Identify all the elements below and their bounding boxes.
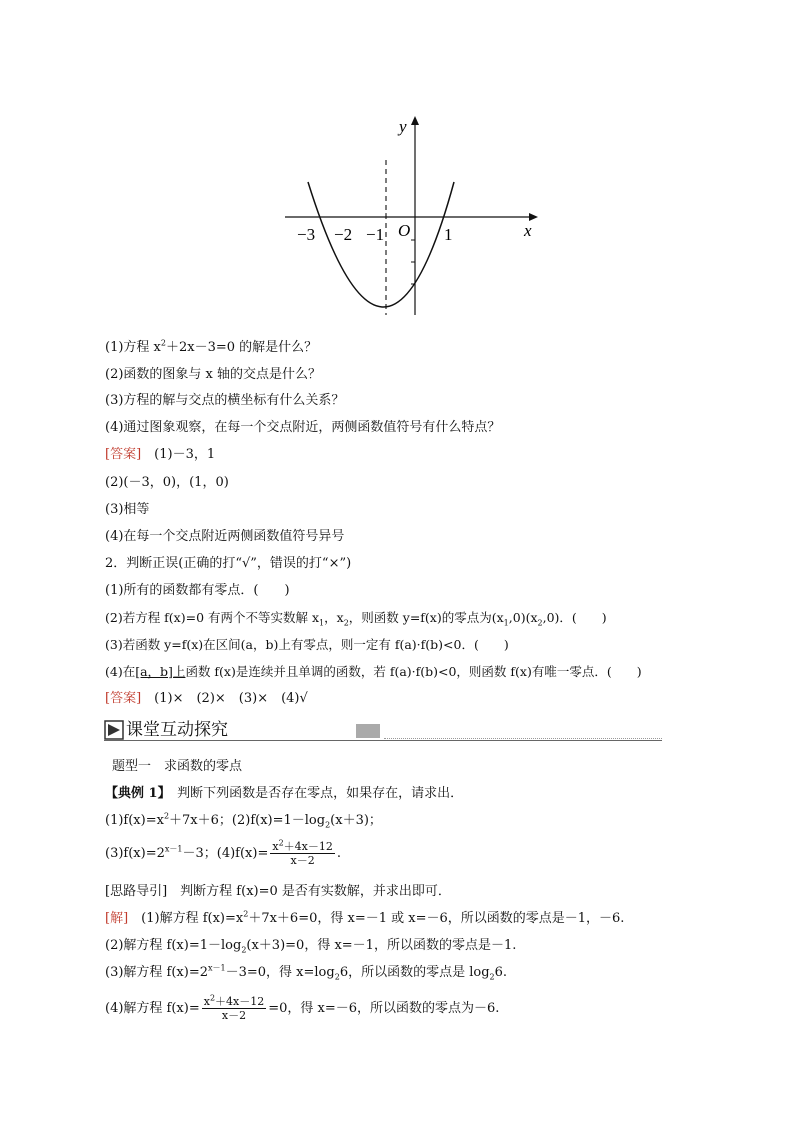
- answer-label: [答案]: [105, 447, 142, 462]
- parabola-graph: [280, 110, 550, 320]
- example-functions-3-4: $(3)f(x)=2^{x-1}-3$；(4)f(x)= $\frac{x^2+4x-12}{x-2}$ .: [105, 838, 342, 867]
- answer-1-line: [答案] (1)－3，1: [105, 447, 216, 462]
- solution-4: (4)解方程 f(x)= $\frac{x^2+4x-12}{x-2}$ =0，得 x=－6，所以函数的零点为－6.: [105, 993, 500, 1022]
- x-axis-label: x: [524, 221, 532, 240]
- hint-label: [思路导引]: [105, 884, 168, 899]
- judge-4: (4)在[a，b]上函数 f(x)是连续并且单调的函数，若 f(a)·f(b)<0，则函数 f(x)有唯一零点．( ): [105, 664, 642, 679]
- judge-title: 2．判断正误(正确的打“√”，错误的打“×”): [105, 556, 352, 571]
- solution-2: (2)解方程 $f(x)=1-\log_2(x+3)=0$，得 x=－1，所以函数的零点是－1.: [105, 938, 517, 955]
- example-functions-1-2: $(1)f(x)=x^2+7x+6$；$(2)f(x)=1-\log_2(x+3)$；: [105, 811, 382, 830]
- type-1-title: 题型一 求函数的零点: [112, 759, 243, 774]
- judge-3: (3)若函数 y=f(x)在区间(a，b)上有零点，则一定有 f(a)·f(b)<0．( ): [105, 637, 509, 652]
- judge-2: (2)若方程 f(x)=0 有两个不等实数解 $x_1$，$x_2$，则函数 y=f(x)的零点为$(x_1,0)(x_2,0)$．( ): [105, 610, 607, 628]
- answer-1-part-4: (4)在每一个交点附近两侧函数值符号异号: [105, 529, 345, 544]
- answer-label: [答案]: [105, 691, 142, 706]
- question-4: (4)通过图象观察，在每一个交点附近，两侧函数值符号有什么特点？: [105, 420, 501, 435]
- solution-label: [解]: [105, 911, 129, 926]
- question-2: (2)函数的图象与 x 轴的交点是什么？: [105, 367, 322, 382]
- judge-1: (1)所有的函数都有零点．( ): [105, 583, 290, 598]
- y-axis-label: y: [399, 117, 407, 136]
- fraction-f4: $\frac{x^2+4x-12}{x-2}$: [272, 838, 333, 867]
- example-1-line: 【典例 1】 判断下列函数是否存在零点，如果存在，请求出．: [105, 786, 464, 801]
- origin-label: O: [398, 221, 411, 240]
- example-label: 【典例 1】: [105, 786, 165, 801]
- section-dotted-line: [384, 738, 662, 739]
- section-header: [104, 718, 662, 744]
- section-title: 课堂互动探究: [126, 720, 228, 740]
- answer-1-part-3: (3)相等: [105, 502, 150, 517]
- question-1: (1)方程 $x^2+2x-3=0$ 的解是什么？: [105, 338, 318, 355]
- x-axis-arrow: [529, 213, 538, 221]
- question-3: (3)方程的解与交点的横坐标有什么关系？: [105, 393, 345, 408]
- tick-label-1: 1: [444, 225, 453, 244]
- section-decor-block: [356, 724, 380, 738]
- answer-2-line: [答案] (1)× (2)× (3)× (4)√: [105, 691, 308, 706]
- y-axis-arrow: [411, 116, 419, 125]
- tick-label-neg3: −3: [297, 225, 316, 244]
- section-arrow-icon: [104, 720, 124, 740]
- tick-label-neg2: −2: [334, 225, 353, 244]
- tick-label-neg1: −1: [366, 225, 385, 244]
- section-underline: [104, 740, 662, 741]
- solution-1: [解] (1)解方程 $f(x)=x^2+7x+6=0$，得 x=－1 或 x=－6，所以函数的零点是－1，－6.: [105, 909, 625, 926]
- fraction-s4: $\frac{x^2+4x-12}{x-2}$: [203, 993, 265, 1022]
- answer-1-part-2: (2)(－3，0)，(1，0): [105, 475, 229, 490]
- solution-3: (3)解方程 $f(x)=2^{x-1}-3=0$，得 $x=\log_26$，所以函数的零点是 $\log_26$.: [105, 963, 508, 982]
- hint-line: [思路导引] 判断方程 f(x)=0 是否有实数解，并求出即可．: [105, 884, 451, 899]
- parabola-curve: [308, 182, 454, 307]
